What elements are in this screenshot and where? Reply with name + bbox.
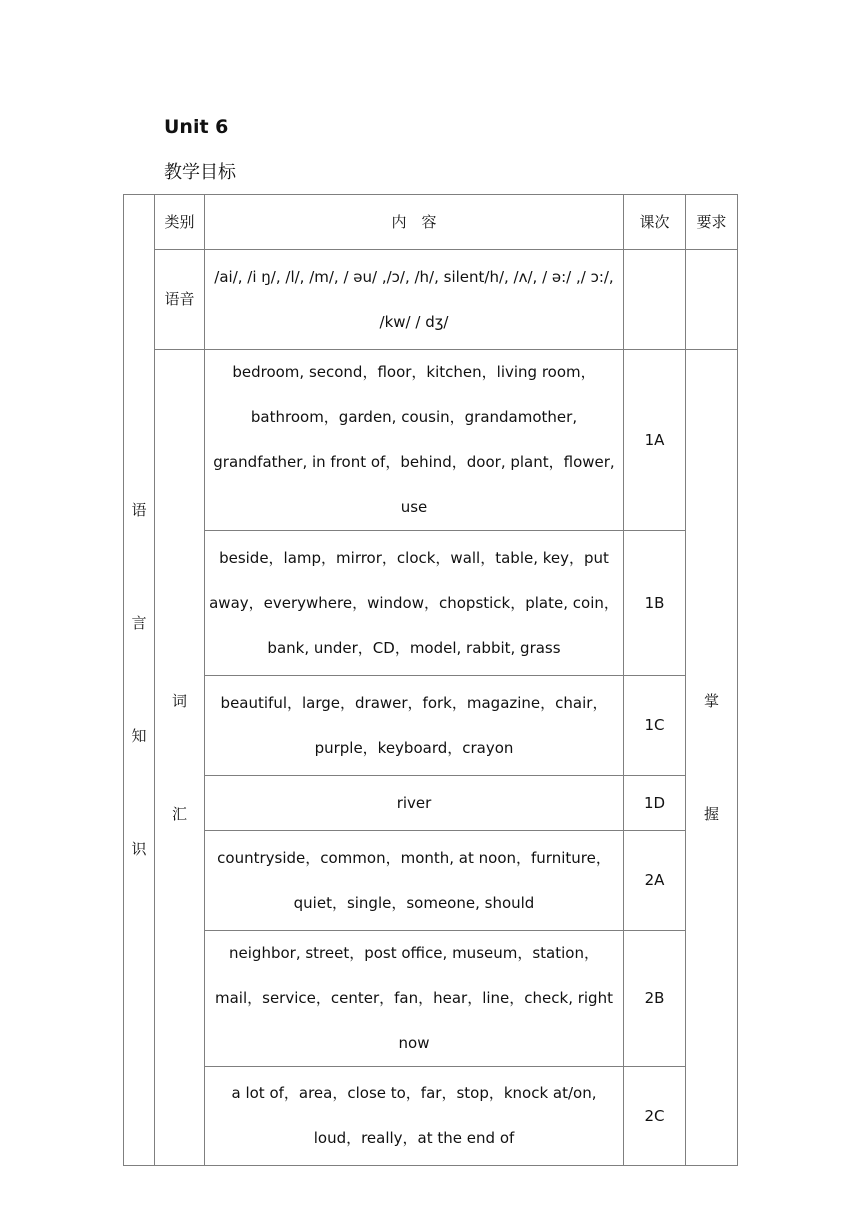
vocabulary-label xyxy=(155,350,205,1166)
vocab-char: 汇 xyxy=(171,804,187,823)
category-char: 语 xyxy=(131,501,147,519)
phonetics-lesson xyxy=(624,250,686,350)
phonetics-requirement xyxy=(686,250,738,350)
objectives-table xyxy=(123,194,738,1166)
vocab-content: a lot of，area，close to，far，stop，knock at/on, loud，really，at the end of xyxy=(205,1067,624,1166)
vocab-char: 词 xyxy=(171,691,187,710)
category-char: 识 xyxy=(131,840,147,858)
phonetics-label: 语音 xyxy=(155,250,205,350)
vocab-content: neighbor, street，post office, museum，station，mail，service，center，fan，hear，line，check, right now xyxy=(205,931,624,1067)
unit-title: Unit 6 xyxy=(164,116,229,138)
vocab-content: countryside，common，month, at noon，furniture，quiet，single，someone, should xyxy=(205,831,624,931)
requirement-master xyxy=(686,350,738,1166)
language-knowledge-category xyxy=(124,195,155,1166)
header-category: 类别 xyxy=(155,195,205,250)
table-row xyxy=(124,531,738,676)
table-header-row xyxy=(124,195,738,250)
vocab-content: bedroom, second，floor，kitchen，living room，bathroom，garden, cousin，grandamother, grandfather, in front of，behind，door, plant，flower, use xyxy=(205,350,624,531)
header-lesson: 课次 xyxy=(624,195,686,250)
requirement-char: 掌 xyxy=(703,691,719,710)
table-row xyxy=(124,250,738,350)
header-requirement: 要求 xyxy=(686,195,738,250)
vocab-content: beside，lamp，mirror，clock，wall，table, key，put away，everywhere，window，chopstick，plate, coin， bank, under，CD，model, rabbit, grass xyxy=(205,531,624,676)
vocab-lesson: 1A xyxy=(624,350,686,531)
table-row xyxy=(124,350,738,531)
vocab-lesson: 2A xyxy=(624,831,686,931)
vocab-lesson: 1D xyxy=(624,776,686,831)
vocab-lesson: 1B xyxy=(624,531,686,676)
table-row xyxy=(124,776,738,831)
requirement-char: 握 xyxy=(703,804,719,823)
table-row xyxy=(124,1067,738,1166)
vocab-lesson: 1C xyxy=(624,676,686,776)
phonetics-content: /ai/, /i ŋ/, /l/, /m/, / əu/ ,/ɔ/, /h/, silent/h/, /ʌ/, / ə:/ ,/ ɔ:/, /kw/ / dʒ/ xyxy=(205,250,624,350)
teaching-goals-heading: 教学目标 xyxy=(164,162,236,183)
category-char: 知 xyxy=(131,727,147,745)
vocab-content: river xyxy=(205,776,624,831)
table-row xyxy=(124,931,738,1067)
table-row xyxy=(124,676,738,776)
vocab-lesson: 2B xyxy=(624,931,686,1067)
category-char: 言 xyxy=(131,614,147,632)
table-row xyxy=(124,831,738,931)
vocab-content: beautiful，large，drawer，fork，magazine，chair，purple，keyboard，crayon xyxy=(205,676,624,776)
header-content: 内 容 xyxy=(205,195,624,250)
vocab-lesson: 2C xyxy=(624,1067,686,1166)
